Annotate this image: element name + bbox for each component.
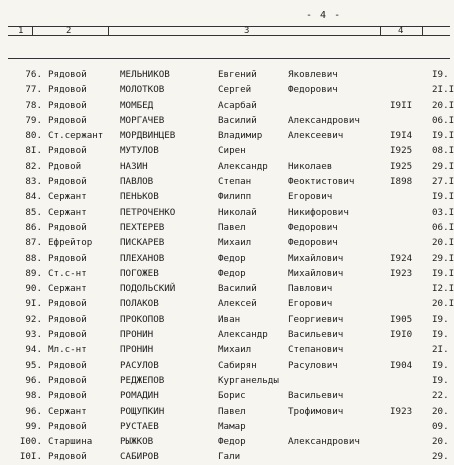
table-row <box>8 266 454 281</box>
surname: ПЕТРОЧЕНКО <box>120 206 176 218</box>
surname: ПОГОЖЕВ <box>120 267 159 279</box>
surname: ПОДОЛЬСКИЙ <box>120 283 176 295</box>
surname: НАЗИН <box>120 160 148 172</box>
table-row <box>8 373 450 388</box>
rank: Рядовой <box>48 359 87 371</box>
surname: САБИРОВ <box>120 451 159 463</box>
birth-year: I9I4 <box>390 130 413 142</box>
row-number: 9I. <box>25 298 42 310</box>
row-number: 89. <box>25 267 42 279</box>
rank: Рядовой <box>48 221 87 233</box>
date: 03.I <box>432 206 454 218</box>
column-number-1: 1 <box>18 26 24 36</box>
patronymic: Михайлович <box>288 267 344 279</box>
first-name: Степан <box>218 176 252 188</box>
header-divider <box>108 26 109 35</box>
date: 20.I <box>432 237 454 249</box>
patronymic: Васильевич <box>288 390 344 402</box>
date: I9.I <box>432 130 454 142</box>
rank: Рядовой <box>48 420 87 432</box>
first-name: Мамар <box>218 420 246 432</box>
rank: Рядовой <box>48 451 87 463</box>
date: I9. <box>432 359 449 371</box>
first-name: Александр <box>218 329 268 341</box>
first-name: Михаил <box>218 344 252 356</box>
table-row <box>8 220 454 235</box>
surname: ПЕНЬКОВ <box>120 191 159 203</box>
patronymic: Александрович <box>288 436 360 448</box>
first-name: Владимир <box>218 130 263 142</box>
row-number: 83. <box>25 176 42 188</box>
row-number: 99. <box>25 420 42 432</box>
table-row <box>8 327 450 342</box>
date: 20. <box>432 436 449 448</box>
table-row <box>8 312 450 327</box>
table-row <box>8 205 454 220</box>
rank: Рядовой <box>48 69 87 80</box>
patronymic: Георгиевич <box>288 313 344 325</box>
roster-list <box>8 67 454 465</box>
patronymic: Михайлович <box>288 252 344 264</box>
rank: Рядовой <box>48 84 87 96</box>
first-name: Сергей <box>218 84 252 96</box>
birth-year: I898 <box>390 176 413 188</box>
date: 2I.I <box>432 84 454 96</box>
surname: ПРОНИН <box>120 344 154 356</box>
patronymic: Николаев <box>288 160 333 172</box>
table-row <box>8 143 454 158</box>
date: 29. <box>432 451 449 463</box>
surname: РОЩУПКИН <box>120 405 165 417</box>
surname: ПЛЕХАНОВ <box>120 252 165 264</box>
row-number: I0I. <box>19 451 42 463</box>
surname: МОРГАЧЕВ <box>120 114 165 126</box>
table-row <box>8 159 454 174</box>
patronymic: Александрович <box>288 114 360 126</box>
date: 20.I <box>432 298 454 310</box>
surname: РУСТАЕВ <box>120 420 159 432</box>
table-row <box>8 449 450 464</box>
first-name: Федор <box>218 252 246 264</box>
row-number: 78. <box>25 99 42 111</box>
birth-year: I905 <box>390 313 413 325</box>
surname: МЕЛЬНИКОВ <box>120 69 170 80</box>
date: 29.I <box>432 252 454 264</box>
patronymic: Никифорович <box>288 206 349 218</box>
rank: Сержант <box>48 206 87 218</box>
date: I2.I <box>432 283 454 295</box>
row-number: 77. <box>25 84 42 96</box>
patronymic: Федорович <box>288 237 338 249</box>
rank: Рядовой <box>48 176 87 188</box>
table-row <box>8 342 450 357</box>
patronymic: Феоктистович <box>288 176 355 188</box>
first-name: Михаил <box>218 237 252 249</box>
patronymic: Федорович <box>288 84 338 96</box>
rank: Рдовой <box>48 160 82 172</box>
rank: Рядовой <box>48 390 87 402</box>
row-number: 95. <box>25 359 42 371</box>
column-number-4: 4 <box>398 26 404 36</box>
birth-year: I9I0 <box>390 329 413 341</box>
date: 22. <box>432 390 449 402</box>
date: 09. <box>432 420 449 432</box>
date: 06.I <box>432 114 454 126</box>
table-row <box>8 296 454 311</box>
table-row <box>8 113 454 128</box>
first-name: Александр <box>218 160 268 172</box>
row-number: 85. <box>25 206 42 218</box>
first-name: Борис <box>218 390 246 402</box>
birth-year: I924 <box>390 252 413 264</box>
table-row <box>8 128 454 143</box>
patronymic: Степанович <box>288 344 344 356</box>
date: I9.I <box>432 191 454 203</box>
surname: МОЛОТКОВ <box>120 84 165 96</box>
row-number: 94. <box>25 344 42 356</box>
date: I9. <box>432 313 449 325</box>
header-mid-rule <box>8 35 450 36</box>
header-divider <box>380 26 381 35</box>
rank: Рядовой <box>48 252 87 264</box>
patronymic: Трофимович <box>288 405 344 417</box>
surname: РЫЖКОВ <box>120 436 154 448</box>
rank: Сержант <box>48 405 87 417</box>
row-number: 79. <box>25 114 42 126</box>
date: I9. <box>432 374 449 386</box>
row-number: 80. <box>25 130 42 142</box>
table-row <box>8 251 454 266</box>
patronymic: Егорович <box>288 298 333 310</box>
date: 06.I <box>432 221 454 233</box>
patronymic: Федорович <box>288 221 338 233</box>
birth-year: I925 <box>390 145 413 157</box>
patronymic: Алексеевич <box>288 130 344 142</box>
rank: Ст.с-нт <box>48 267 87 279</box>
row-number: 82. <box>25 160 42 172</box>
first-name: Евгений <box>218 69 257 80</box>
date: 27.I <box>432 176 454 188</box>
rank: Ст.сержант <box>48 130 104 142</box>
rank: Старшина <box>48 436 93 448</box>
row-number: 84. <box>25 191 42 203</box>
row-number: 8I. <box>25 145 42 157</box>
table-row <box>8 388 450 403</box>
rank: Рядовой <box>48 374 87 386</box>
birth-year: I904 <box>390 359 413 371</box>
column-number-3: 3 <box>244 26 250 36</box>
surname: РАСУЛОВ <box>120 359 159 371</box>
first-name: Филипп <box>218 191 252 203</box>
row-number: 88. <box>25 252 42 264</box>
table-row <box>8 358 450 373</box>
date: 29.I <box>432 160 454 172</box>
table-row <box>8 67 450 82</box>
row-number: 98. <box>25 390 42 402</box>
row-number: I00. <box>19 436 42 448</box>
rank: Рядовой <box>48 145 87 157</box>
surname: ПРОНИН <box>120 329 154 341</box>
table-row <box>8 98 454 113</box>
first-name: Василий <box>218 283 257 295</box>
surname: МОРДВИНЦЕВ <box>120 130 176 142</box>
table-row <box>8 82 454 97</box>
surname: ПОЛАКОВ <box>120 298 159 310</box>
row-number: 86. <box>25 221 42 233</box>
row-number: 87. <box>25 237 42 249</box>
row-number: 96. <box>25 374 42 386</box>
date: 20.I <box>432 99 454 111</box>
header-bottom-rule <box>8 58 450 59</box>
date: 2I. <box>432 344 449 356</box>
row-number: 92. <box>25 313 42 325</box>
rank: Рядовой <box>48 99 87 111</box>
date: 08.I <box>432 145 454 157</box>
rank: Сержант <box>48 191 87 203</box>
rank: Рядовой <box>48 329 87 341</box>
patronymic: Яковлевич <box>288 69 338 80</box>
table-row <box>8 281 454 296</box>
table-row <box>8 235 454 250</box>
first-name: Гали <box>218 451 241 463</box>
first-name: Павел <box>218 405 246 417</box>
surname: РОМАДИН <box>120 390 159 402</box>
first-name: Асарбай <box>218 99 257 111</box>
first-name: Сабирян <box>218 359 257 371</box>
patronymic: Павлович <box>288 283 333 295</box>
surname: ПАВЛОВ <box>120 176 154 188</box>
row-number: 90. <box>25 283 42 295</box>
rank: Сержант <box>48 283 87 295</box>
surname: МОМБЕД <box>120 99 154 111</box>
first-name: Василий <box>218 114 257 126</box>
row-number: 96. <box>25 405 42 417</box>
first-name: Николай <box>218 206 257 218</box>
row-number: 93. <box>25 329 42 341</box>
date: I9. <box>432 329 449 341</box>
patronymic: Васильевич <box>288 329 344 341</box>
table-row <box>8 189 454 204</box>
date: 20. <box>432 405 449 417</box>
surname: РЕДЖЕПОВ <box>120 374 165 386</box>
row-number: 76. <box>25 69 42 80</box>
rank: Рядовой <box>48 313 87 325</box>
rank: Ефрейтор <box>48 237 93 249</box>
first-name: Сирен <box>218 145 246 157</box>
header-divider <box>32 26 33 35</box>
first-name: Курганельды <box>218 374 279 386</box>
rank: Рядовой <box>48 298 87 310</box>
date: I9. <box>432 69 449 80</box>
table-row <box>8 404 450 419</box>
first-name: Федор <box>218 436 246 448</box>
patronymic: Егорович <box>288 191 333 203</box>
table-row <box>8 434 450 449</box>
surname: ПЕХТЕРЕВ <box>120 221 165 233</box>
header-divider <box>422 26 423 35</box>
surname: ПРОКОПОВ <box>120 313 165 325</box>
header-top-rule <box>8 26 450 27</box>
rank: Мл.с-нт <box>48 344 87 356</box>
birth-year: I925 <box>390 160 413 172</box>
date: I9.I <box>432 267 454 279</box>
first-name: Иван <box>218 313 241 325</box>
table-header <box>8 26 450 66</box>
column-number-2: 2 <box>66 26 72 36</box>
first-name: Павел <box>218 221 246 233</box>
first-name: Федор <box>218 267 246 279</box>
patronymic: Расулович <box>288 359 338 371</box>
birth-year: I923 <box>390 267 413 279</box>
surname: МУТУЛОВ <box>120 145 159 157</box>
surname: ПИСКАРЕВ <box>120 237 165 249</box>
birth-year: I923 <box>390 405 413 417</box>
table-row <box>8 419 450 434</box>
table-row <box>8 174 454 189</box>
first-name: Алексей <box>218 298 257 310</box>
page-number: - 4 - <box>306 10 342 21</box>
birth-year: I9II <box>390 99 413 111</box>
rank: Рядовой <box>48 114 87 126</box>
